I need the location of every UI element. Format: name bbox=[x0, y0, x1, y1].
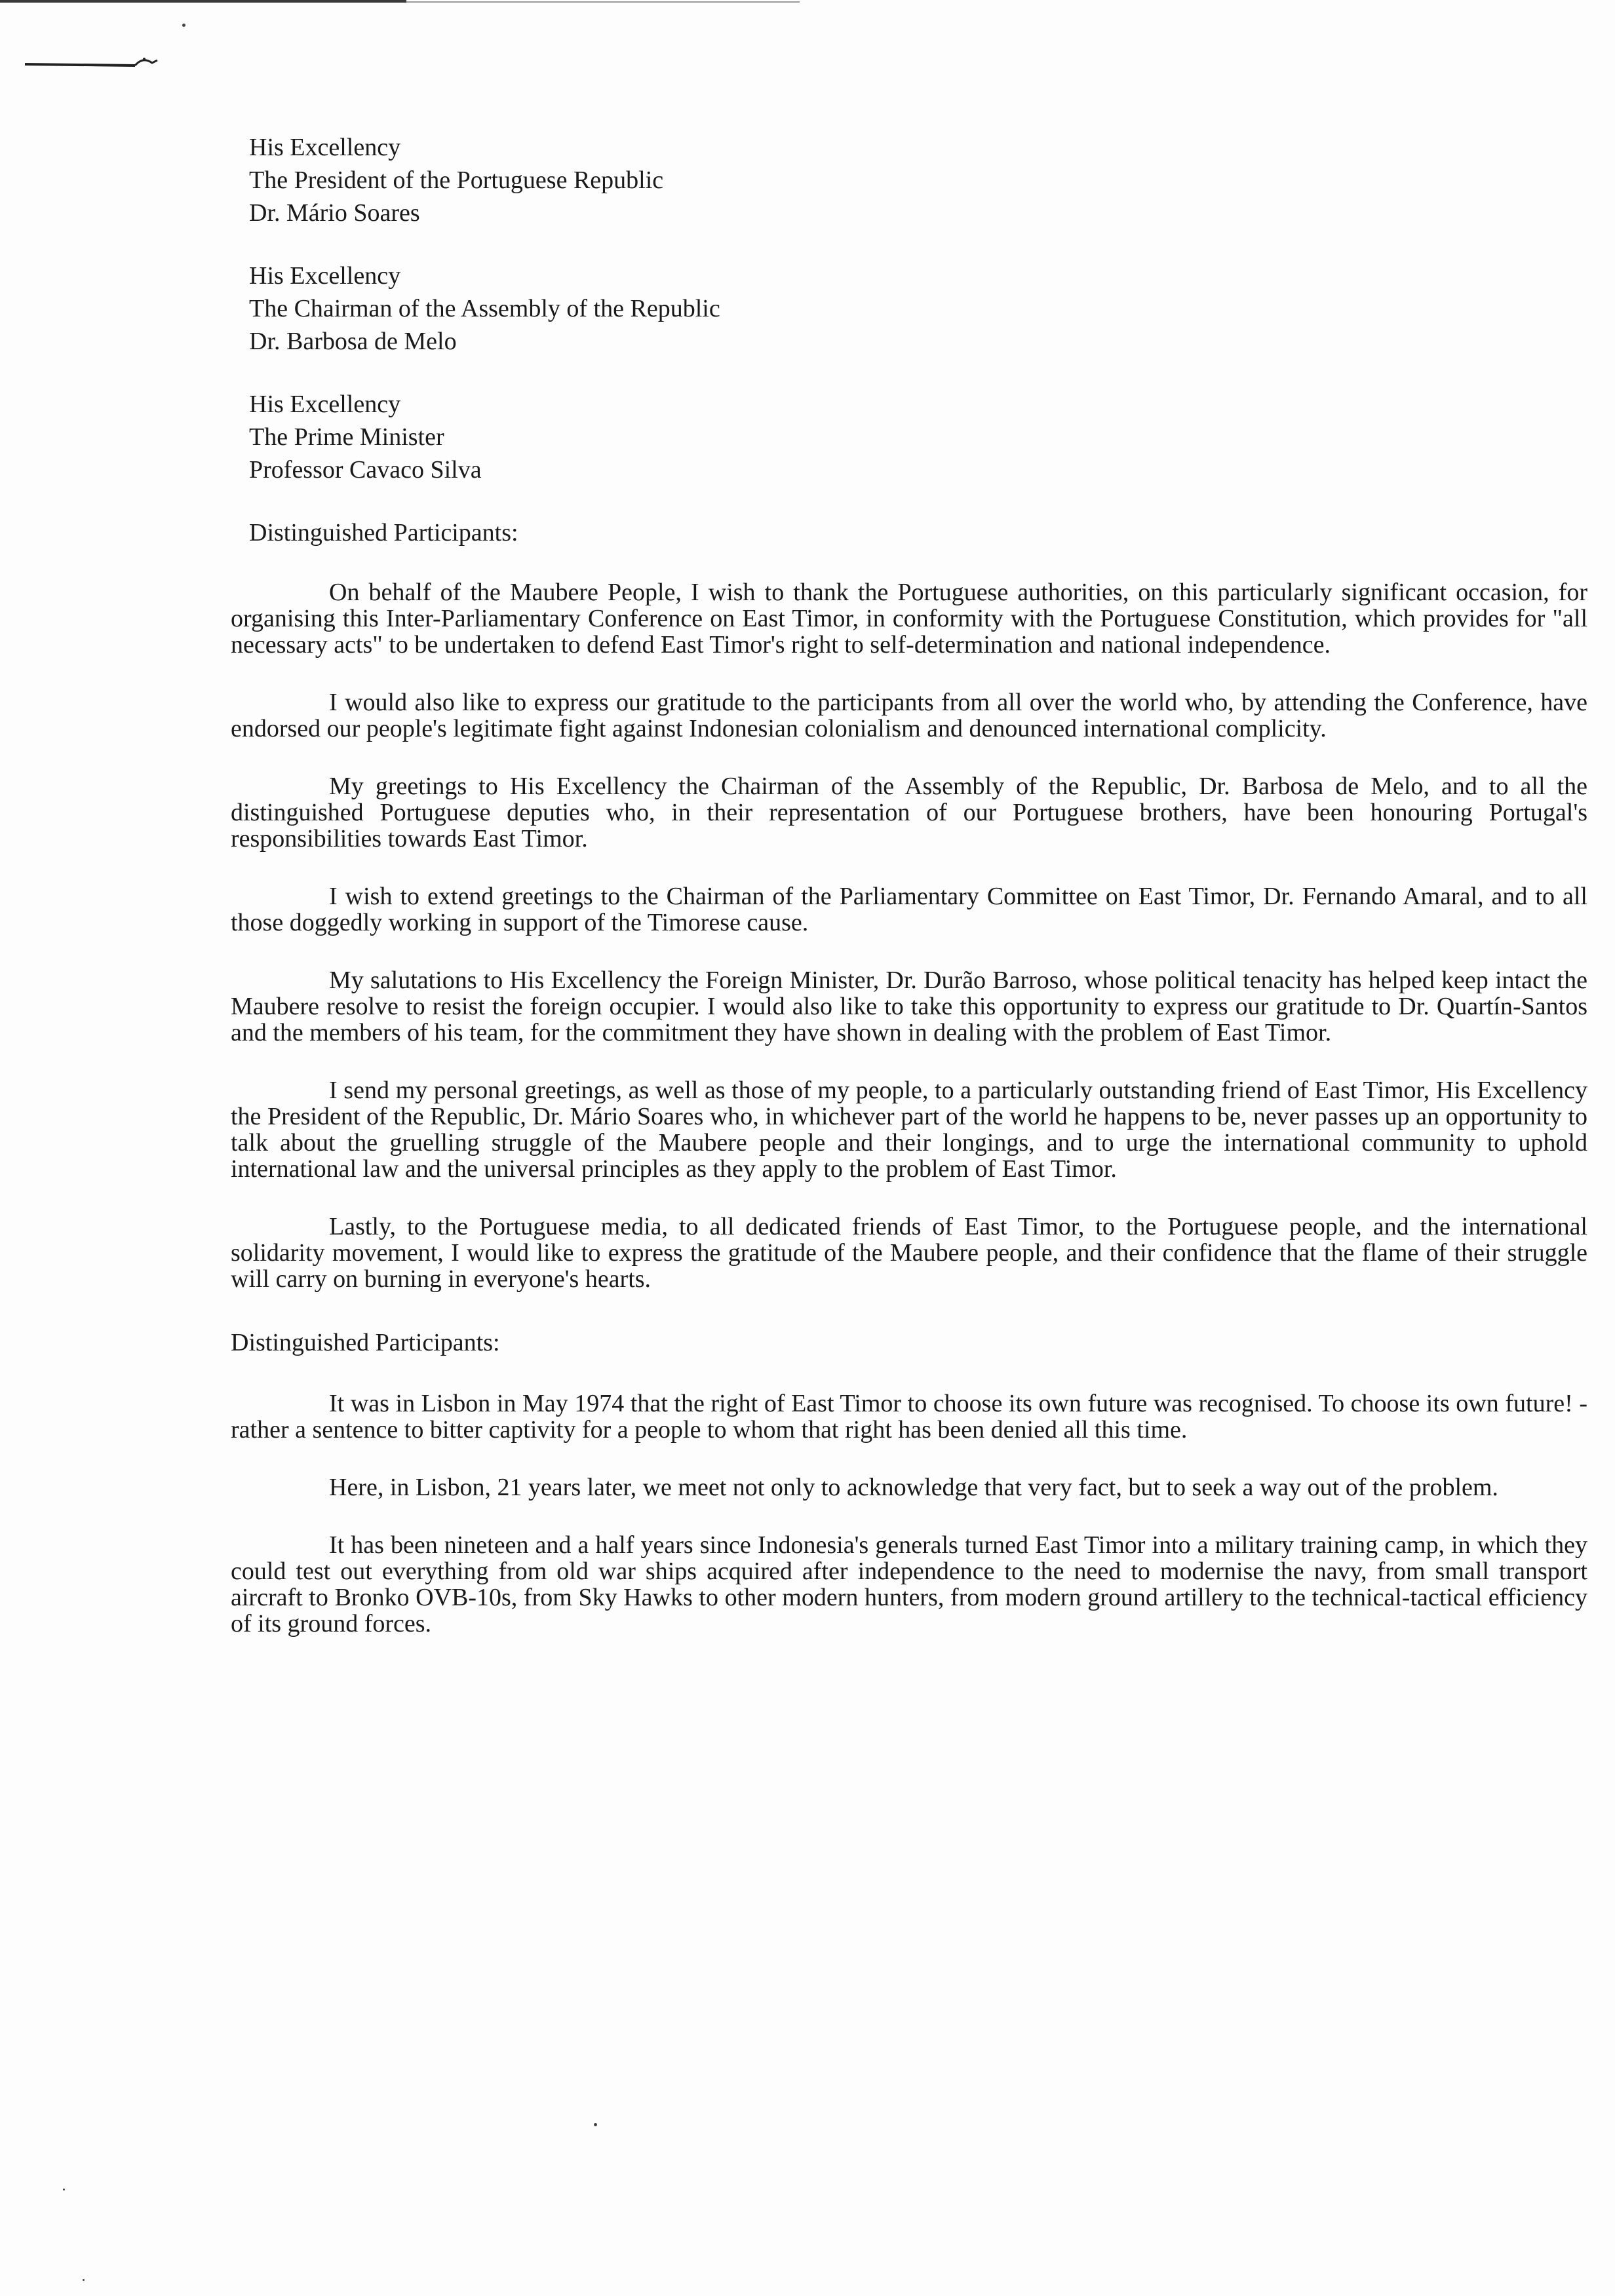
paragraph: I send my personal greetings, as well as those of my people, to a particularly outstanding friend of East Timor, His Excellency the President of the Republic, Dr. Mário Soares who, in whichever part of the world he happens to be, never passes up an opportunity to talk about the gruelling struggle of the Maubere people and their longings, and to urge the international community to uphold international law and the universal principles as they apply to the problem of East Timor. bbox=[231, 1077, 1587, 1183]
addressee-line: Dr. Mário Soares bbox=[249, 199, 420, 227]
addressee-block-prime-minister bbox=[249, 388, 1587, 486]
scan-speck bbox=[63, 2189, 65, 2191]
salutation: Distinguished Participants: bbox=[249, 519, 518, 546]
scan-artifact-line-faint bbox=[406, 1, 800, 3]
addressee-block-chairman bbox=[249, 259, 1587, 358]
paragraph: I would also like to express our gratitude to the participants from all over the world who, by attending the Conference, have endorsed our people's legitimate fight against Indonesian colonialism and denounced international complicity. bbox=[231, 689, 1587, 742]
addressee-line: His Excellency bbox=[249, 134, 401, 161]
addressee-block-president bbox=[249, 131, 1587, 229]
addressee-line: Professor Cavaco Silva bbox=[249, 456, 482, 484]
addressee-line: The President of the Portuguese Republic bbox=[249, 166, 664, 194]
paragraph: On behalf of the Maubere People, I wish to thank the Portuguese authorities, on this particularly significant occasion, for organising this Inter-Parliamentary Conference on East Timor, in conformity with the Portuguese Constitution, which provides for "all necessary acts" to be undertaken to defend East Timor's right to self-determination and national independence. bbox=[231, 579, 1587, 659]
paragraph: Here, in Lisbon, 21 years later, we meet not only to acknowledge that very fact, but to seek a way out of the problem. bbox=[329, 1474, 1498, 1501]
addressee-line: His Excellency bbox=[249, 391, 401, 418]
paragraph: I wish to extend greetings to the Chairman of the Parliamentary Committee on East Timor, Dr. Fernando Amaral, and to all those doggedly working in support of the Timorese cause. bbox=[231, 883, 1587, 936]
paragraph: It was in Lisbon in May 1974 that the right of East Timor to choose its own future was recognised. To choose its own future! - rather a sentence to bitter captivity for a people to whom that right has been denied all this time. bbox=[231, 1390, 1587, 1444]
scan-speck bbox=[83, 2279, 85, 2281]
addressee-line: Dr. Barbosa de Melo bbox=[249, 328, 457, 355]
addressee-line: His Excellency bbox=[249, 262, 401, 290]
letter-body bbox=[231, 131, 1587, 1668]
salutation: Distinguished Participants: bbox=[231, 1329, 500, 1356]
scan-speck bbox=[594, 2123, 597, 2126]
paragraph: It has been nineteen and a half years since Indonesia's generals turned East Timor into a military training camp, in which they could test out everything from old war ships acquired after independence to the need to modernise the navy, from small transport aircraft to Bronko OVB-10s, from Sky Hawks to other modern hunters, from modern ground artillery to the technical-tactical efficiency of its ground forces. bbox=[231, 1531, 1587, 1637]
paragraph: My salutations to His Excellency the Foreign Minister, Dr. Durão Barroso, whose political tenacity has helped keep intact the Maubere resolve to resist the foreign occupier. I would also like to take this opportunity to express our gratitude to Dr. Quartín-Santos and the members of his team, for the commitment they have shown in dealing with the problem of East Timor. bbox=[231, 966, 1587, 1046]
paragraph: Lastly, to the Portuguese media, to all dedicated friends of East Timor, to the Portuguese people, and the international solidarity movement, I would like to express the gratitude of the Maubere people, and their confidence that the flame of their struggle will carry on burning in everyone's hearts. bbox=[231, 1213, 1587, 1293]
corner-handwritten-mark bbox=[24, 55, 161, 69]
paragraph: My greetings to His Excellency the Chairman of the Assembly of the Republic, Dr. Barbosa de Melo, and to all the distinguished Portuguese deputies who, in their representation of our Portuguese brothers, have been honouring Portugal's responsibilities towards East Timor. bbox=[231, 773, 1587, 852]
addressee-line: The Prime Minister bbox=[249, 423, 444, 451]
scan-speck bbox=[182, 24, 185, 27]
addressee-line: The Chairman of the Assembly of the Republic bbox=[249, 295, 720, 322]
scan-artifact-line bbox=[0, 0, 406, 3]
